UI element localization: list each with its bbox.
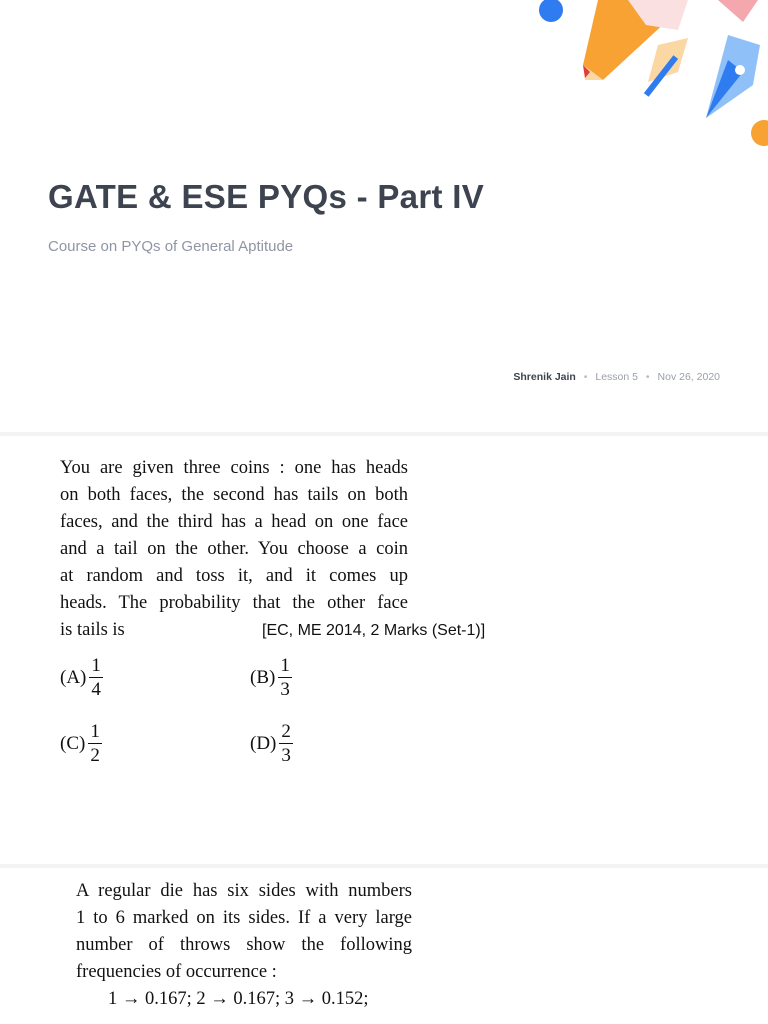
lesson-meta — [513, 371, 720, 383]
option-fraction — [279, 722, 293, 765]
option-a[interactable] — [60, 656, 103, 699]
fraction-numerator: 1 — [280, 655, 290, 676]
option-b[interactable] — [250, 656, 292, 699]
question-slide-1 — [0, 436, 768, 864]
question-1-text — [60, 455, 408, 644]
stationery-decoration-icon — [528, 0, 768, 150]
meta-separator: • — [583, 371, 588, 383]
option-fraction — [88, 722, 102, 765]
author-name[interactable]: Shrenik Jain — [513, 371, 576, 383]
fraction-denominator: 3 — [281, 745, 291, 766]
question-line: A regular die has six sides with numbers — [76, 881, 412, 901]
question-line: number of throws show the following — [76, 935, 412, 955]
exam-reference-tag: [EC, ME 2014, 2 Marks (Set-1)] — [262, 622, 486, 639]
option-label: (A) — [60, 666, 87, 688]
lesson-title: GATE & ESE PYQs - Part IV — [48, 178, 485, 215]
option-fraction — [89, 656, 103, 699]
question-line: frequencies of occurrence : — [76, 962, 277, 982]
lesson-date: Nov 26, 2020 — [657, 371, 720, 383]
question-line: on both faces, the second has tails on both — [60, 485, 408, 505]
option-fraction — [278, 656, 292, 699]
question-line: 1 → 0.167; 2 → 0.167; 3 → 0.152; — [108, 989, 369, 1009]
question-slide-2 — [0, 868, 768, 1024]
question-line: and a tail on the other. You choose a coin — [60, 539, 408, 559]
question-line: 1 to 6 marked on its sides. If a very large — [76, 908, 412, 928]
question-line: is tails is — [60, 620, 125, 640]
question-line: faces, and the third has a head on one face — [60, 512, 408, 532]
option-label: (D) — [250, 732, 277, 754]
question-2-text — [76, 878, 412, 1013]
question-line: You are given three coins : one has heads — [60, 458, 408, 478]
cover-slide — [0, 0, 768, 432]
fraction-denominator: 3 — [280, 679, 290, 700]
question-line: at random and toss it, and it comes up — [60, 566, 408, 586]
meta-separator: • — [645, 371, 650, 383]
question-line: heads. The probability that the other face — [60, 593, 408, 613]
fraction-numerator: 2 — [281, 721, 291, 742]
option-d[interactable] — [250, 722, 293, 765]
fraction-denominator: 2 — [90, 745, 100, 766]
option-label: (B) — [250, 666, 276, 688]
course-subtitle: Course on PYQs of General Aptitude — [48, 238, 294, 255]
lesson-number: Lesson 5 — [595, 371, 638, 383]
fraction-numerator: 1 — [91, 655, 101, 676]
option-c[interactable] — [60, 722, 102, 765]
fraction-numerator: 1 — [90, 721, 100, 742]
fraction-denominator: 4 — [91, 679, 101, 700]
option-label: (C) — [60, 732, 86, 754]
